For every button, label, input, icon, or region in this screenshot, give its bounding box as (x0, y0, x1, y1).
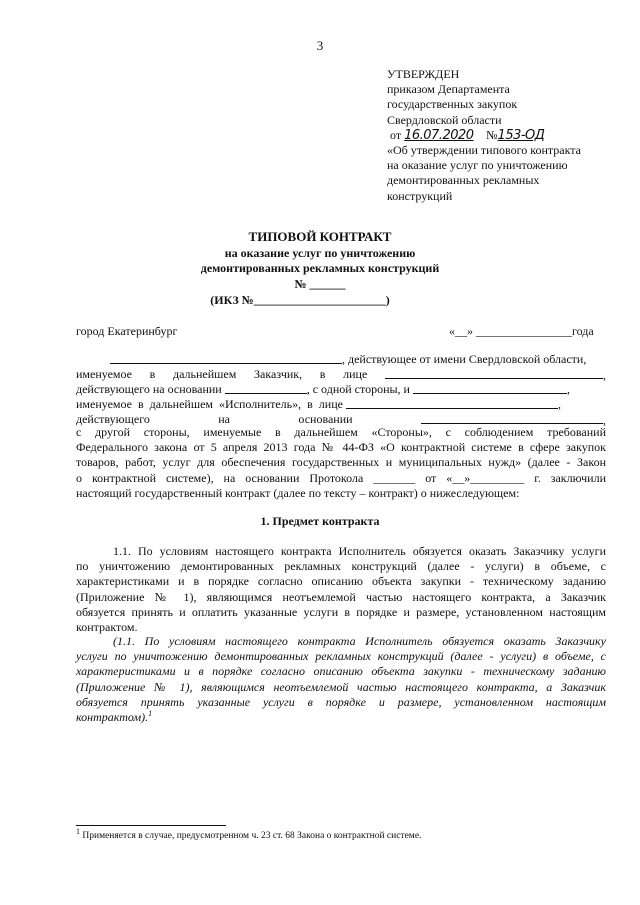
blank-field (413, 382, 567, 394)
text-line: (Приложение № 1), являющимся неотъемлемой частью настоящего контракта, а Заказчик (76, 679, 606, 694)
approval-date-number (387, 128, 590, 143)
preamble-word: Заказчик, (254, 367, 303, 381)
contract-number: № ______ (294, 277, 346, 291)
preamble-word: действующего (76, 412, 150, 426)
text-line: характеристиками и в порядке согласно описанию объекта закупки - техническому заданию (76, 574, 606, 589)
contract-date: «__» ________________года (449, 324, 594, 338)
approval-subject: «Об утверждении типового контракта (387, 143, 581, 158)
blank-field (225, 382, 307, 394)
approval-line: Свердловской области (387, 112, 502, 127)
preamble-punct: , (557, 397, 561, 411)
approval-subject: демонтированных рекламных (387, 173, 540, 188)
text-line: 1.1. По условиям настоящего контракта Исполнитель обязуется оказать Заказчику услуги (113, 544, 606, 558)
text-line: контрактом. (76, 620, 138, 635)
text-line: настоящий государственный контракт (далее по тексту – контракт) о нижеследующем: (76, 485, 520, 500)
text-line: по уничтожению демонтированных рекламных конструкций (далее - услуги) в объеме, с (76, 559, 606, 574)
ikz-number: (ИКЗ №______________________) (210, 293, 390, 307)
approval-line: государственных закупок (387, 97, 518, 112)
preamble-word: дальнейшем (173, 367, 237, 381)
text-line: обязуется принять указанные услуги в порядке и размере, установленном настоящим (76, 694, 606, 709)
preamble-text: , с одной стороны, и (306, 382, 410, 396)
footnote (76, 826, 422, 841)
preamble-word: именуемое (76, 367, 132, 381)
preamble-punct: , (566, 382, 570, 396)
preamble-word: лице (343, 367, 368, 381)
document-subtitle: на оказание услуг по уничтожению (224, 246, 416, 260)
footnote-divider (76, 825, 226, 826)
text-line: о контрактной системе), на основании Протокола _______ от «__»_________ г. заключили (76, 470, 606, 485)
document-subtitle: демонтированных рекламных конструкций (200, 261, 440, 275)
preamble-punct: , (602, 368, 606, 382)
clause-1-1 (76, 544, 606, 635)
approval-line: приказом Департамента (387, 82, 510, 97)
preamble-word: в (149, 367, 156, 381)
text-line: Федерального закона от 5 апреля 2013 года № 44-ФЗ «О контрактной системе в сфере закупок (76, 440, 606, 455)
footnote-mark: 1 (76, 826, 80, 836)
blank-field (421, 412, 603, 424)
preamble-paragraph (76, 425, 606, 501)
approval-heading: УТВЕРЖДЕН (387, 67, 460, 81)
preamble-row (110, 352, 606, 367)
number-label: № (486, 127, 498, 142)
approval-date-handwritten: 16.07.2020 (404, 127, 474, 143)
approval-block (387, 67, 590, 204)
text-line: (1.1. По условиям настоящего контракта Исполнитель обязуется оказать Заказчику (113, 634, 606, 648)
preamble-text: именуемое в дальнейшем «Исполнитель», в лице (76, 397, 343, 411)
text-line (76, 710, 606, 725)
text-line: (Приложение № 1), являющимся неотъемлемой частью настоящего контракта, а Заказчик (76, 589, 606, 604)
preamble-text: действующего на основании (76, 382, 222, 396)
blank-field (110, 352, 342, 364)
preamble-row (76, 367, 606, 383)
preamble-word: основании (298, 412, 353, 426)
text-line: с другой стороны, именуемые в дальнейшем «Стороны», с соблюдением требований (76, 425, 606, 439)
page-number: 3 (316, 38, 324, 53)
text-line: характеристиками и в порядке согласно описанию объекта закупки - техническому заданию (76, 664, 606, 679)
preamble-punct: , (602, 413, 606, 427)
footnote-ref[interactable]: 1 (148, 709, 153, 719)
document-title: ТИПОВОЙ КОНТРАКТ (248, 229, 392, 244)
footnote-text: Применяется в случае, предусмотренном ч. 23 ст. 68 Закона о контрактной системе. (80, 831, 422, 841)
preamble-text: , действующее от имени Свердловской области, (342, 352, 587, 366)
section-heading: 1. Предмет контракта (260, 514, 380, 528)
clause-1-1-alt (76, 634, 606, 725)
preamble-row (76, 397, 606, 412)
preamble-row (76, 382, 606, 397)
approval-subject: на оказание услуг по уничтожению (387, 158, 568, 173)
blank-field (385, 367, 603, 379)
approval-number-handwritten: 153-ОД (497, 127, 545, 143)
text-segment: контрактом). (76, 710, 149, 725)
preamble-word: в (319, 367, 326, 381)
preamble-word: на (218, 412, 230, 426)
text-line: услуги по уничтожению демонтированных рекламных конструкций (далее - услуги) в объеме, с (76, 649, 606, 664)
text-line: товаров, работ, услуг для обеспечения государственных и муниципальных нужд» (далее - Закон (76, 455, 606, 470)
approval-subject: конструкций (387, 188, 453, 203)
text-line: обязуется принять и оплатить указанные услуги в порядке и размере, установленном настоящим (76, 604, 606, 619)
from-label: от (390, 127, 402, 142)
blank-field (346, 397, 558, 409)
city: город Екатеринбург (76, 324, 178, 338)
